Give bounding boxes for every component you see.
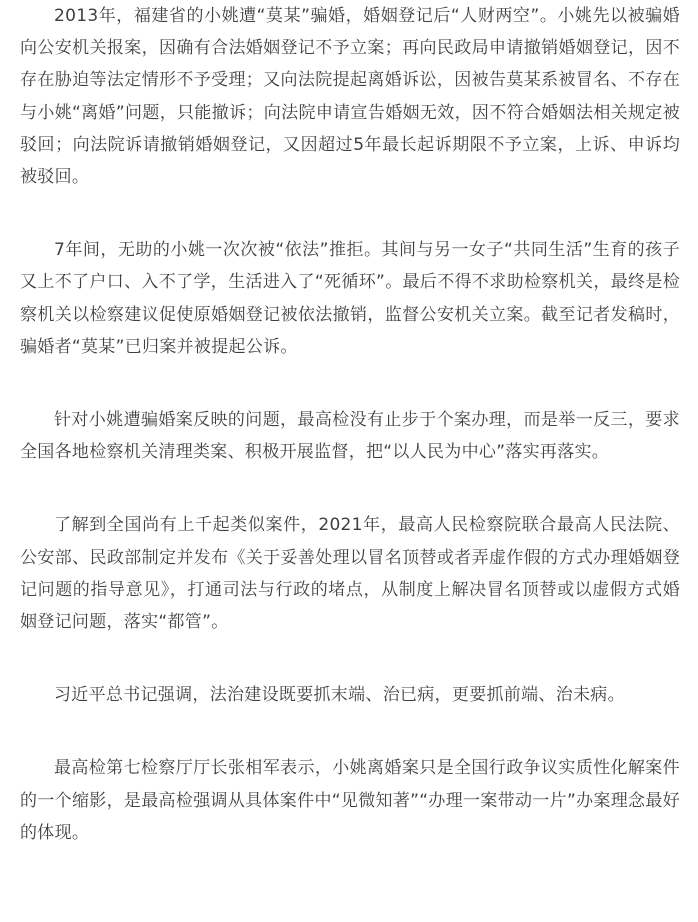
paragraph-3: 针对小姚遭骗婚案反映的问题，最高检没有止步于个案办理，而是举一反三，要求全国各地检察机关清理类案、积极开展监督，把“以人民为中心”落实再落实。 bbox=[20, 410, 680, 463]
paragraph-spacer bbox=[20, 711, 680, 752]
paragraph-spacer bbox=[20, 638, 680, 679]
paragraph-1: 2013年，福建省的小姚遭“莫某”骗婚，婚姻登记后“人财两空”。小姚先以被骗婚向公安机关报案，因确有合法婚姻登记不予立案；再向民政局申请撤销婚姻登记，因不存在胁迫等法定情形不予受理；又向法院提起离婚诉讼，因被告莫某系被冒名、不存在与小姚“离婚”问题，只能撤诉；向法院申请宣告婚姻无效，因不符合婚姻法相关规定被驳回；向法院诉请撤销婚姻登记，又因超过5年最长起诉期限不予立案，上诉、申诉均被驳回。 bbox=[20, 6, 680, 188]
paragraph-2: 7年间，无助的小姚一次次被“依法”推拒。其间与另一女子“共同生活”生育的孩子又上不了户口、入不了学，生活进入了“死循环”。最后不得不求助检察机关，最终是检察机关以检察建议促使原婚姻登记被依法撤销，监督公安机关立案。截至记者发稿时，骗婚者“莫某”已归案并被提起公诉。 bbox=[20, 240, 680, 357]
paragraph-spacer bbox=[20, 193, 680, 234]
paragraph-4: 了解到全国尚有上千起类似案件，2021年，最高人民检察院联合最高人民法院、公安部、民政部制定并发布《关于妥善处理以冒名顶替或者弄虚作假的方式办理婚姻登记问题的指导意见》，打通司法与行政的堵点，从制度上解决冒名顶替或以虚假方式婚姻登记问题，落实“都管”。 bbox=[20, 515, 680, 633]
paragraph-6: 最高检第七检察厅厅长张相军表示，小姚离婚案只是全国行政争议实质性化解案件的一个缩影，是最高检强调从具体案件中“见微知著”“办理一案带动一片”办案理念最好的体现。 bbox=[20, 758, 680, 843]
article-body bbox=[20, 0, 680, 849]
paragraph-5: 习近平总书记强调，法治建设既要抓末端、治已病，更要抓前端、治未病。 bbox=[54, 685, 625, 706]
paragraph-spacer bbox=[20, 468, 680, 509]
paragraph-spacer bbox=[20, 363, 680, 404]
